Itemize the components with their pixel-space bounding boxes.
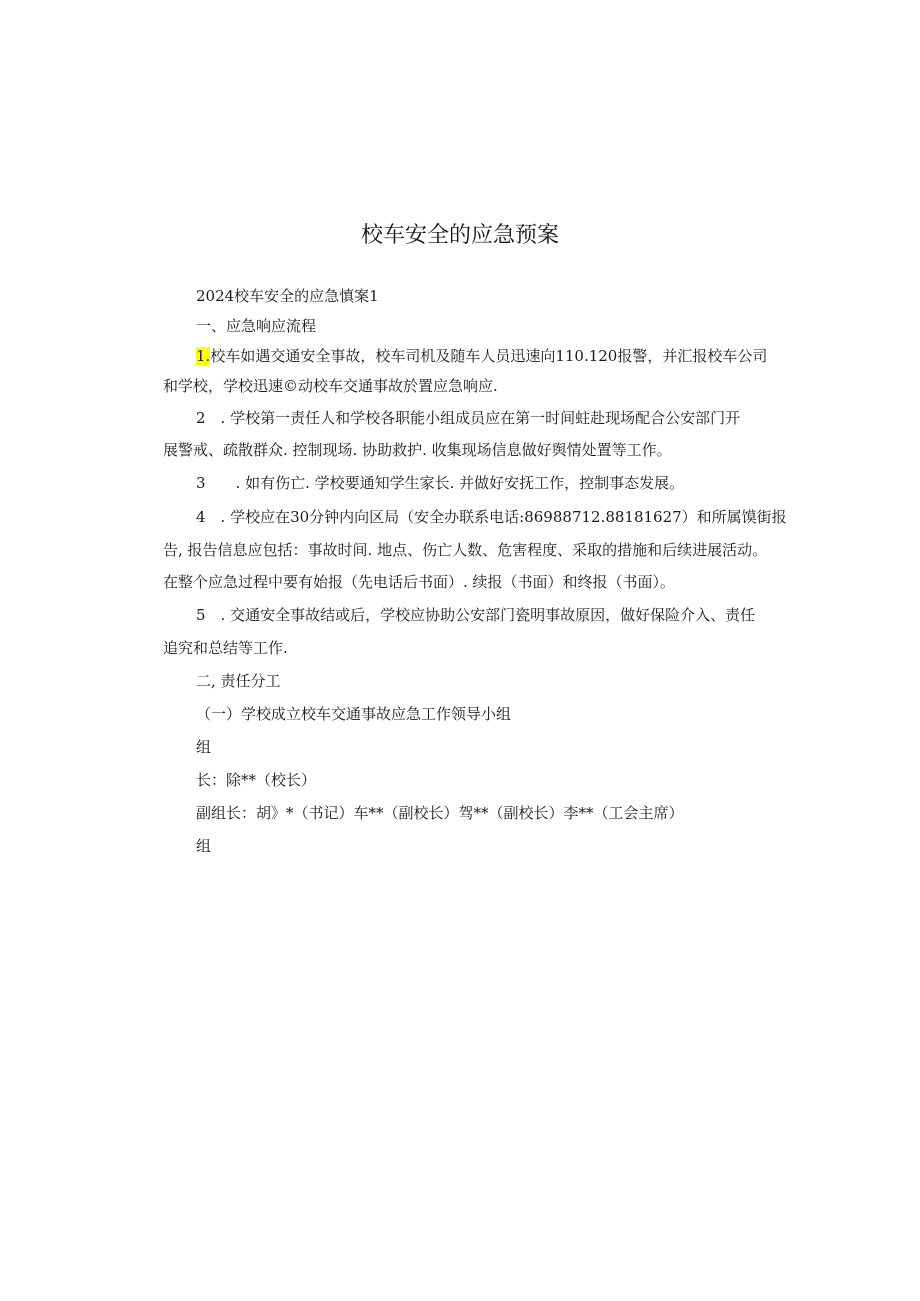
deputy-leader-line: 副组长：胡》*（书记）车**（副校长）驾**（副校长）李**（工会主席） [196,804,684,822]
highlighted-number: 1. [196,347,211,365]
item-4-line-1: 4 . 学校应在30分钟内向区局（安全办联系电话:86988712.88181627）和所属馍街报 [196,508,787,526]
item-1-line-1 [196,346,767,366]
document-title: 校车安全的应急预案 [360,223,559,248]
item-5-line-2: 追究和总结等工作. [163,639,288,657]
item-2-line-2: 展警戒、疏散群众. 控制现场. 协助救护. 收集现场信息做好舆情处置等工作。 [163,441,672,459]
item-4-line-2: 告, 报告信息应包括：事故时间. 地点、伤亡人数、危害程度、采取的措施和后续进展活动。 [163,541,768,559]
group-label: 组 [196,837,212,855]
section-heading-responsibilities: 二, 责任分工 [196,672,281,690]
document-subtitle: 2024校车安全的应急慎案1 [196,287,379,305]
item-1-text: 校车如遇交通安全事故，校车司机及随车人员迅速向110.120报警，并汇报校车公司 [210,347,768,365]
item-4-line-3: 在整个应急过程中要有始报（先电话后书面）. 续报（书面）和终报（书面）。 [163,573,676,591]
item-3-line-1: 3 . 如有伤亡. 学校要通知学生家长. 并做好安抚工作，控制事态发展。 [196,474,685,492]
group-label: 组 [196,738,212,756]
leader-line: 长：除**（校长） [196,771,317,789]
subsection-heading-leadership-group: （一）学校成立校车交通事故应急工作领导小组 [196,705,512,723]
item-1-line-2: 和学校，学校迅速©动校车交通事故於置应急响应. [163,377,498,395]
item-2-line-1: 2 . 学校第一责任人和学校各职能小组成员应在第一时间蛀赴现场配合公安部门开 [196,409,741,427]
item-5-line-1: 5 . 交通安全事故结或后，学校应协助公安部门瓷明事故原因，做好保险介入、责任 [196,606,756,624]
section-heading-response-process: 一、应急响应流程 [196,317,317,335]
